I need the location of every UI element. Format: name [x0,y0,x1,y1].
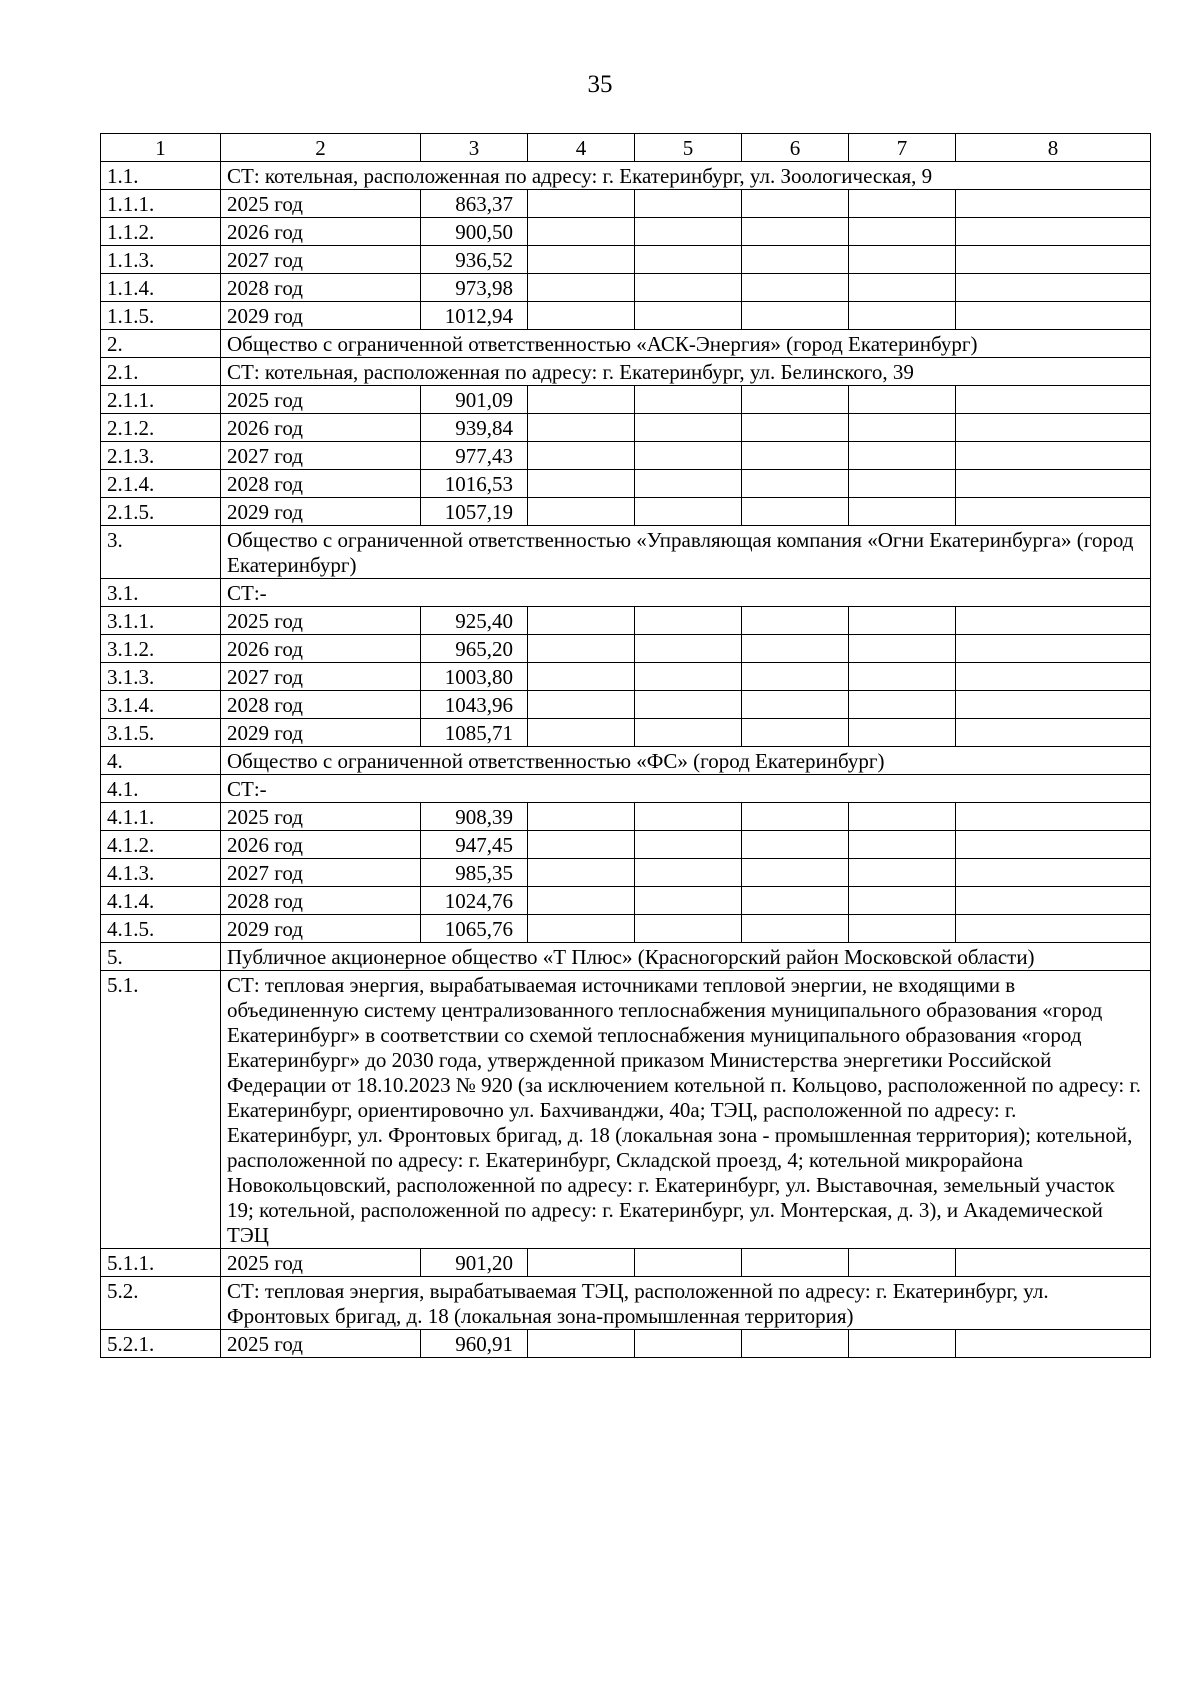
empty-cell-col-6 [742,414,849,442]
table-row [101,414,1151,442]
header-cell-6: 6 [742,134,849,162]
empty-cell-col-5 [635,607,742,635]
table-header-row [101,134,1151,162]
empty-cell-col-4 [528,1330,635,1358]
empty-cell-col-8 [956,498,1151,526]
empty-cell-col-6 [742,663,849,691]
empty-cell-col-4 [528,190,635,218]
table-row [101,246,1151,274]
header-cell-4: 4 [528,134,635,162]
row-code: 5. [101,943,221,971]
row-value: 1012,94 [421,302,528,330]
empty-cell-col-8 [956,190,1151,218]
row-year: 2029 год [221,719,421,747]
row-year: 2028 год [221,887,421,915]
row-value: 985,35 [421,859,528,887]
empty-cell-col-4 [528,719,635,747]
header-cell-2: 2 [221,134,421,162]
table-row [101,607,1151,635]
empty-cell-col-8 [956,635,1151,663]
empty-cell-col-8 [956,246,1151,274]
table-row [101,218,1151,246]
empty-cell-col-5 [635,663,742,691]
header-cell-7: 7 [849,134,956,162]
group-row [101,526,1151,579]
group-row [101,747,1151,775]
row-value: 1065,76 [421,915,528,943]
empty-cell-col-8 [956,274,1151,302]
empty-cell-col-6 [742,803,849,831]
empty-cell-col-6 [742,498,849,526]
row-value: 900,50 [421,218,528,246]
group-row [101,162,1151,190]
empty-cell-col-5 [635,859,742,887]
empty-cell-col-7 [849,635,956,663]
row-code: 2.1.4. [101,470,221,498]
table-row [101,302,1151,330]
row-description: СТ:- [221,775,1151,803]
group-row [101,775,1151,803]
row-year: 2025 год [221,1330,421,1358]
empty-cell-col-4 [528,607,635,635]
empty-cell-col-7 [849,386,956,414]
empty-cell-col-8 [956,386,1151,414]
empty-cell-col-4 [528,274,635,302]
table-row [101,190,1151,218]
row-value: 973,98 [421,274,528,302]
row-year: 2027 год [221,859,421,887]
empty-cell-col-6 [742,246,849,274]
table-row [101,498,1151,526]
row-code: 2.1.5. [101,498,221,526]
row-description: СТ: тепловая энергия, вырабатываемая ТЭЦ, расположенной по адресу: г. Екатеринбург, ул. Фронтовых бригад, д. 18 (локальная зона-промышленная территория) [221,1277,1151,1330]
row-code: 2.1.3. [101,442,221,470]
row-code: 2.1.1. [101,386,221,414]
table-row [101,915,1151,943]
empty-cell-col-5 [635,803,742,831]
table-row [101,719,1151,747]
row-code: 5.2.1. [101,1330,221,1358]
empty-cell-col-7 [849,274,956,302]
empty-cell-col-8 [956,691,1151,719]
empty-cell-col-7 [849,831,956,859]
row-code: 3.1.1. [101,607,221,635]
table-row [101,1330,1151,1358]
row-code: 2. [101,330,221,358]
empty-cell-col-4 [528,635,635,663]
row-value: 1003,80 [421,663,528,691]
table-row [101,691,1151,719]
empty-cell-col-5 [635,386,742,414]
row-code: 2.1. [101,358,221,386]
empty-cell-col-4 [528,414,635,442]
row-value: 939,84 [421,414,528,442]
row-year: 2028 год [221,470,421,498]
row-code: 4.1.3. [101,859,221,887]
page-number: 35 [587,71,613,98]
group-row [101,330,1151,358]
empty-cell-col-8 [956,607,1151,635]
table-body [101,134,1151,1358]
table-row [101,442,1151,470]
empty-cell-col-8 [956,1330,1151,1358]
row-description: Общество с ограниченной ответственностью «Управляющая компания «Огни Екатеринбурга» (город Екатеринбург) [221,526,1151,579]
empty-cell-col-4 [528,246,635,274]
empty-cell-col-7 [849,663,956,691]
row-year: 2026 год [221,218,421,246]
empty-cell-col-7 [849,414,956,442]
row-code: 3.1.4. [101,691,221,719]
row-value: 936,52 [421,246,528,274]
row-year: 2025 год [221,607,421,635]
row-code: 3.1.2. [101,635,221,663]
empty-cell-col-4 [528,887,635,915]
row-code: 4. [101,747,221,775]
row-value: 1024,76 [421,887,528,915]
row-year: 2029 год [221,915,421,943]
empty-cell-col-7 [849,190,956,218]
empty-cell-col-7 [849,470,956,498]
empty-cell-col-8 [956,887,1151,915]
empty-cell-col-7 [849,915,956,943]
empty-cell-col-4 [528,915,635,943]
empty-cell-col-5 [635,1330,742,1358]
empty-cell-col-8 [956,302,1151,330]
row-code: 1.1.1. [101,190,221,218]
empty-cell-col-8 [956,915,1151,943]
row-code: 1.1.5. [101,302,221,330]
empty-cell-col-6 [742,190,849,218]
empty-cell-col-6 [742,1249,849,1277]
row-value: 1016,53 [421,470,528,498]
table-row [101,274,1151,302]
row-value: 901,20 [421,1249,528,1277]
empty-cell-col-7 [849,498,956,526]
row-year: 2029 год [221,498,421,526]
table-row [101,831,1151,859]
row-code: 1.1.4. [101,274,221,302]
empty-cell-col-7 [849,442,956,470]
empty-cell-col-8 [956,831,1151,859]
row-code: 3.1.5. [101,719,221,747]
table-row [101,470,1151,498]
row-year: 2026 год [221,635,421,663]
empty-cell-col-5 [635,274,742,302]
row-value: 977,43 [421,442,528,470]
row-value: 863,37 [421,190,528,218]
empty-cell-col-4 [528,803,635,831]
row-value: 965,20 [421,635,528,663]
empty-cell-col-7 [849,887,956,915]
group-row [101,579,1151,607]
row-description: Публичное акционерное общество «Т Плюс» (Красногорский район Московской области) [221,943,1151,971]
row-value: 1085,71 [421,719,528,747]
row-description: Общество с ограниченной ответственностью «АСК-Энергия» (город Екатеринбург) [221,330,1151,358]
empty-cell-col-6 [742,302,849,330]
empty-cell-col-7 [849,803,956,831]
table-row [101,663,1151,691]
row-year: 2027 год [221,246,421,274]
row-value: 1043,96 [421,691,528,719]
empty-cell-col-5 [635,218,742,246]
empty-cell-col-5 [635,635,742,663]
row-year: 2025 год [221,386,421,414]
empty-cell-col-6 [742,218,849,246]
empty-cell-col-7 [849,1249,956,1277]
row-code: 3.1.3. [101,663,221,691]
empty-cell-col-4 [528,831,635,859]
empty-cell-col-5 [635,414,742,442]
group-row [101,1277,1151,1330]
empty-cell-col-8 [956,719,1151,747]
group-row [101,943,1151,971]
row-year: 2029 год [221,302,421,330]
empty-cell-col-6 [742,915,849,943]
group-row [101,971,1151,1249]
row-description: СТ:- [221,579,1151,607]
empty-cell-col-4 [528,1249,635,1277]
row-code: 2.1.2. [101,414,221,442]
empty-cell-col-8 [956,470,1151,498]
empty-cell-col-5 [635,470,742,498]
empty-cell-col-5 [635,719,742,747]
empty-cell-col-5 [635,887,742,915]
row-value: 960,91 [421,1330,528,1358]
empty-cell-col-7 [849,1330,956,1358]
empty-cell-col-5 [635,1249,742,1277]
group-row [101,358,1151,386]
row-code: 4.1. [101,775,221,803]
row-year: 2027 год [221,663,421,691]
empty-cell-col-5 [635,831,742,859]
empty-cell-col-5 [635,915,742,943]
row-description: СТ: тепловая энергия, вырабатываемая источниками тепловой энергии, не входящими в объединенную систему централизованного теплоснабжения муниципального образования «город Екатеринбург» в соответствии со схемой теплоснабжения муниципального образования «город Екатеринбург» до 2030 года, утвержденной приказом Министерства энергетики Российской Федерации от 18.10.2023 № 920 (за исключением котельной п. Кольцово, расположенной по адресу: г. Екатеринбург, ориентировочно ул. Бахчиванджи, 40а; ТЭЦ, расположенной по адресу: г. Екатеринбург, ул. Фронтовых бригад, д. 18 (локальная зона - промышленная территория); котельной, расположенной по адресу: г. Екатеринбург, Складской проезд, 4; котельной микрорайона Новокольцовский, расположенной по адресу: г. Екатеринбург, ул. Выставочная, земельный участок 19; котельной, расположенной по адресу: г. Екатеринбург, ул. Монтерская, д. 3), и Академической ТЭЦ [221,971,1151,1249]
row-year: 2025 год [221,1249,421,1277]
empty-cell-col-7 [849,302,956,330]
row-code: 3.1. [101,579,221,607]
empty-cell-col-8 [956,663,1151,691]
row-code: 1.1.2. [101,218,221,246]
row-year: 2026 год [221,414,421,442]
row-year: 2028 год [221,691,421,719]
empty-cell-col-7 [849,719,956,747]
empty-cell-col-8 [956,442,1151,470]
empty-cell-col-5 [635,498,742,526]
empty-cell-col-6 [742,887,849,915]
empty-cell-col-6 [742,831,849,859]
empty-cell-col-8 [956,859,1151,887]
empty-cell-col-5 [635,190,742,218]
table-row [101,635,1151,663]
empty-cell-col-4 [528,302,635,330]
empty-cell-col-7 [849,859,956,887]
row-year: 2027 год [221,442,421,470]
table-row [101,859,1151,887]
table-row [101,386,1151,414]
empty-cell-col-8 [956,1249,1151,1277]
row-code: 3. [101,526,221,579]
empty-cell-col-4 [528,386,635,414]
row-description: СТ: котельная, расположенная по адресу: г. Екатеринбург, ул. Зоологическая, 9 [221,162,1151,190]
empty-cell-col-7 [849,246,956,274]
empty-cell-col-7 [849,218,956,246]
row-description: СТ: котельная, расположенная по адресу: г. Екатеринбург, ул. Белинского, 39 [221,358,1151,386]
empty-cell-col-5 [635,302,742,330]
row-value: 925,40 [421,607,528,635]
empty-cell-col-4 [528,663,635,691]
row-description: Общество с ограниченной ответственностью «ФС» (город Екатеринбург) [221,747,1151,775]
empty-cell-col-4 [528,470,635,498]
empty-cell-col-5 [635,442,742,470]
row-value: 901,09 [421,386,528,414]
row-code: 4.1.4. [101,887,221,915]
row-year: 2025 год [221,190,421,218]
header-cell-5: 5 [635,134,742,162]
row-code: 5.2. [101,1277,221,1330]
row-value: 1057,19 [421,498,528,526]
row-code: 4.1.1. [101,803,221,831]
empty-cell-col-4 [528,498,635,526]
header-cell-1: 1 [101,134,221,162]
row-code: 4.1.5. [101,915,221,943]
empty-cell-col-5 [635,246,742,274]
empty-cell-col-6 [742,386,849,414]
row-year: 2026 год [221,831,421,859]
header-cell-3: 3 [421,134,528,162]
empty-cell-col-4 [528,442,635,470]
empty-cell-col-6 [742,274,849,302]
header-cell-8: 8 [956,134,1151,162]
table-row [101,887,1151,915]
empty-cell-col-4 [528,859,635,887]
empty-cell-col-6 [742,470,849,498]
row-code: 4.1.2. [101,831,221,859]
tariff-table [100,133,1151,1358]
table-row [101,803,1151,831]
empty-cell-col-5 [635,691,742,719]
empty-cell-col-6 [742,635,849,663]
empty-cell-col-8 [956,218,1151,246]
empty-cell-col-6 [742,691,849,719]
row-code: 5.1.1. [101,1249,221,1277]
row-year: 2028 год [221,274,421,302]
empty-cell-col-6 [742,607,849,635]
table-row [101,1249,1151,1277]
row-year: 2025 год [221,803,421,831]
empty-cell-col-8 [956,803,1151,831]
row-code: 1.1.3. [101,246,221,274]
empty-cell-col-7 [849,607,956,635]
empty-cell-col-8 [956,414,1151,442]
empty-cell-col-4 [528,691,635,719]
empty-cell-col-6 [742,859,849,887]
row-value: 908,39 [421,803,528,831]
empty-cell-col-6 [742,719,849,747]
empty-cell-col-6 [742,442,849,470]
row-code: 1.1. [101,162,221,190]
empty-cell-col-6 [742,1330,849,1358]
row-code: 5.1. [101,971,221,1249]
row-value: 947,45 [421,831,528,859]
empty-cell-col-7 [849,691,956,719]
empty-cell-col-4 [528,218,635,246]
